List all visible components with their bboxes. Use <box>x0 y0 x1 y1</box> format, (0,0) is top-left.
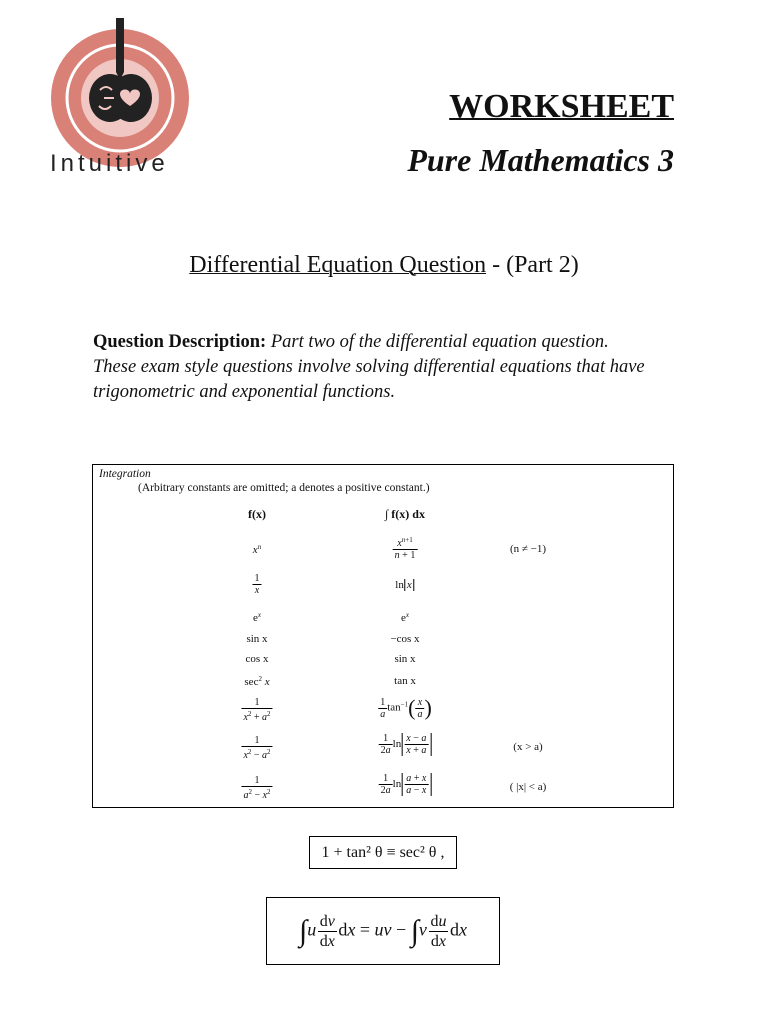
logo-wordmark: Intuitive <box>50 150 169 177</box>
question-description <box>93 330 653 405</box>
topic-main: Differential Equation Question <box>189 252 487 278</box>
row-reciprocal-int: ln x <box>395 579 414 591</box>
row-cos-fx: cos x <box>245 653 269 665</box>
row-power-fx: $x^n$ <box>252 543 262 556</box>
worksheet-subtitle: Pure Mathematics 3 <box>407 142 674 178</box>
parts-formula: ∫u $\frac{dv}{dx}$ dx = uv − ∫v $\frac{du}{dx}$ dx <box>299 912 467 950</box>
row-diff-squares-condition: (x > a) <box>513 741 543 753</box>
formula-table-note: (Arbitrary constants are omitted; a denotes a positive constant.) <box>138 482 430 494</box>
row-sec-fx: $\sec^2 x$ <box>244 675 270 688</box>
integration-by-parts-box <box>266 897 500 965</box>
row-sin-int: −cos x <box>390 633 420 645</box>
description-label: Question Description: <box>93 332 267 352</box>
row-diff-squares2-int: $\frac{1}{2a}$ ln $\frac{a + x}{a - x}$ <box>379 773 432 796</box>
row-exp-fx: $e^x$ <box>253 611 261 624</box>
row-reciprocal-fx: $\frac{1}{x}$ <box>254 573 260 596</box>
description-text: Part two of the differential equation question. These exam style questions involve solving differential equations that have trigonometric and exponential functions. <box>93 332 645 402</box>
row-power-int: $\frac{x^{n+1}}{n + 1}$ <box>394 536 416 561</box>
trig-identity-box: 1 + tan² θ ≡ sec² θ , <box>309 836 457 869</box>
col-header-fx: f(x) <box>248 507 266 521</box>
row-power-condition: (n ≠ −1) <box>509 543 547 555</box>
row-sin-fx: sin x <box>246 633 268 645</box>
integration-formula-table <box>92 464 674 808</box>
formula-table-title: Integration <box>99 468 151 480</box>
row-cos-int: sin x <box>394 653 416 665</box>
row-sum-squares-int: $\frac{1}{a}$ $\tan^{-1}$( $\frac{x}{a}$ ) <box>380 695 432 720</box>
col-header-integral: ∫ f(x) dx <box>385 507 425 521</box>
row-diff-squares-int: $\frac{1}{2a}$ ln $\frac{x - a}{x + a}$ <box>379 733 432 756</box>
worksheet-title: WORKSHEET <box>449 88 674 125</box>
row-sec-int: tan x <box>394 675 416 687</box>
topic-part: - (Part 2) <box>486 252 579 278</box>
row-exp-int: $e^x$ <box>401 611 409 624</box>
row-diff-squares-fx: $\frac{1}{x^2 - a^2}$ <box>243 735 271 761</box>
topic-heading <box>0 252 768 279</box>
row-diff-squares2-fx: $\frac{1}{a^2 - x^2}$ <box>243 775 271 801</box>
row-sum-squares-fx: $\frac{1}{x^2 + a^2}$ <box>243 697 271 723</box>
row-diff-squares2-condition: ( |x| < a) <box>509 781 547 793</box>
